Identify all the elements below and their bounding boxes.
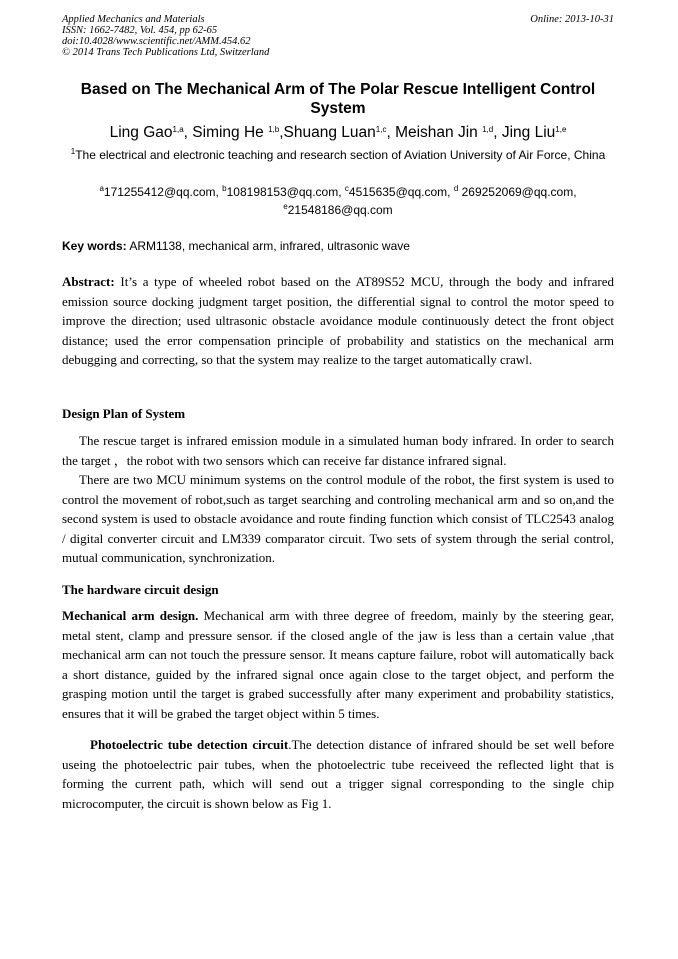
email-link[interactable]: 21548186@qq.com [287, 203, 393, 217]
paragraph-mechanical-arm [62, 606, 614, 723]
author-sep: , [386, 124, 396, 141]
affiliation-text: The electrical and electronic teaching and research section of Aviation University of Air Force, China [75, 148, 606, 162]
keywords-text: ARM1138, mechanical arm, infrared, ultrasonic wave [126, 239, 410, 253]
journal-header [62, 14, 614, 58]
author-list [62, 123, 614, 143]
paper-title: Based on The Mechanical Arm of The Polar Rescue Intelligent Control System [80, 81, 596, 117]
author-name: Meishan Jin [395, 124, 483, 141]
email-list [62, 183, 614, 219]
author-name: Jing Liu [501, 124, 556, 141]
author-name: Ling Gao [109, 124, 173, 141]
section-heading-hardware-circuit: The hardware circuit design [62, 582, 219, 597]
keywords [62, 238, 614, 254]
author-sup: 1,a [172, 125, 184, 134]
author-sep: , [279, 124, 284, 141]
author-sup: 1,e [555, 125, 567, 134]
email-sup: d [453, 184, 459, 193]
email-sup: c [344, 184, 349, 193]
paragraph-text: .The detection distance of infrared should be set well before useing the photoelectric pair tubes, when the photoelectric tube receiveed the reflected light that is forming the current path, which will send out a trigger signal corresponding to the single chip microcomputer, the circuit is shown below as Fig 1. [62, 737, 614, 811]
author-sup: 1,c [375, 125, 387, 134]
email-link[interactable]: 108198153@qq.com, [226, 185, 345, 199]
author-sep: , [493, 124, 502, 141]
email-sup: b [222, 184, 227, 193]
copyright-line: © 2014 Trans Tech Publications Ltd, Switzerland [62, 47, 270, 58]
author-name: Shuang Luan [283, 124, 376, 141]
paragraph: The rescue target is infrared emission module in a simulated human body infrared. In order to search the target ，the robot with two sensors which can receive far distance infrared signal. [62, 433, 614, 468]
journal-name: Applied Mechanics and Materials [62, 14, 205, 25]
author-sup: 1,d [482, 125, 494, 134]
affiliation-sup: 1 [70, 147, 76, 156]
paragraph-lead: Mechanical arm design. [62, 608, 199, 623]
keywords-label: Key words: [62, 239, 127, 253]
affiliation [62, 146, 614, 166]
email-sup: e [283, 202, 288, 211]
online-date: Online: 2013-10-31 [530, 14, 614, 25]
paragraph-lead: Photoelectric tube detection circuit [90, 737, 289, 752]
doi-line: doi:10.4028/www.scientific.net/AMM.454.62 [62, 36, 251, 47]
abstract [62, 272, 614, 370]
abstract-text: It’s a type of wheeled robot based on the AT89S52 MCU, through the body and infrared emission source docking judgment target position, the differential signal to control the motor speed to improve the direction; used ultrasonic obstacle avoidance module continuously detect the front object distance; used the error compensation principle of probability and statistics on the mechanical arm debugging and correcting, so that the system may realize to the target automatically crawl. [62, 274, 614, 367]
section-heading-design-plan: Design Plan of System [62, 406, 186, 421]
abstract-label: Abstract: [62, 274, 115, 289]
author-sep: , [183, 124, 193, 141]
author-name: Siming He [192, 124, 269, 141]
paragraph-photoelectric [62, 735, 614, 813]
paragraph: There are two MCU minimum systems on the control module of the robot, the first system is used to control the movement of robot,such as target searching and controling mechanical arm and so on,and the second system is used to obstacle avoidance and route finding function which consist of TLC2543 analog / digital converter circuit and LM339 comparator circuit. Two sets of system through the serial control, mutual communication, synchronization. [62, 472, 614, 565]
email-link[interactable]: 171255412@qq.com, [103, 185, 223, 199]
issn-line: ISSN: 1662-7482, Vol. 454, pp 62-65 [62, 25, 218, 36]
email-link[interactable]: 269252069@qq.com, [458, 185, 577, 199]
email-sup: a [99, 184, 104, 193]
email-link[interactable]: 4515635@qq.com, [348, 185, 454, 199]
paragraph-text: Mechanical arm with three degree of freedom, mainly by the steering gear, metal stent, clamp and pressure sensor. if the closed angle of the jaw is less than a certain value ,that mechanical arm can not touch the pressure sensor. It means capture failure, robot will automatically back a short distance, guided by the infrared signal once again close to the target object, and perform the grasping motion until the target is grabed successfully after many experiment and probability statistics, ensures that it will be grabed the target object within 5 times. [62, 608, 615, 721]
author-sup: 1,b [268, 125, 280, 134]
